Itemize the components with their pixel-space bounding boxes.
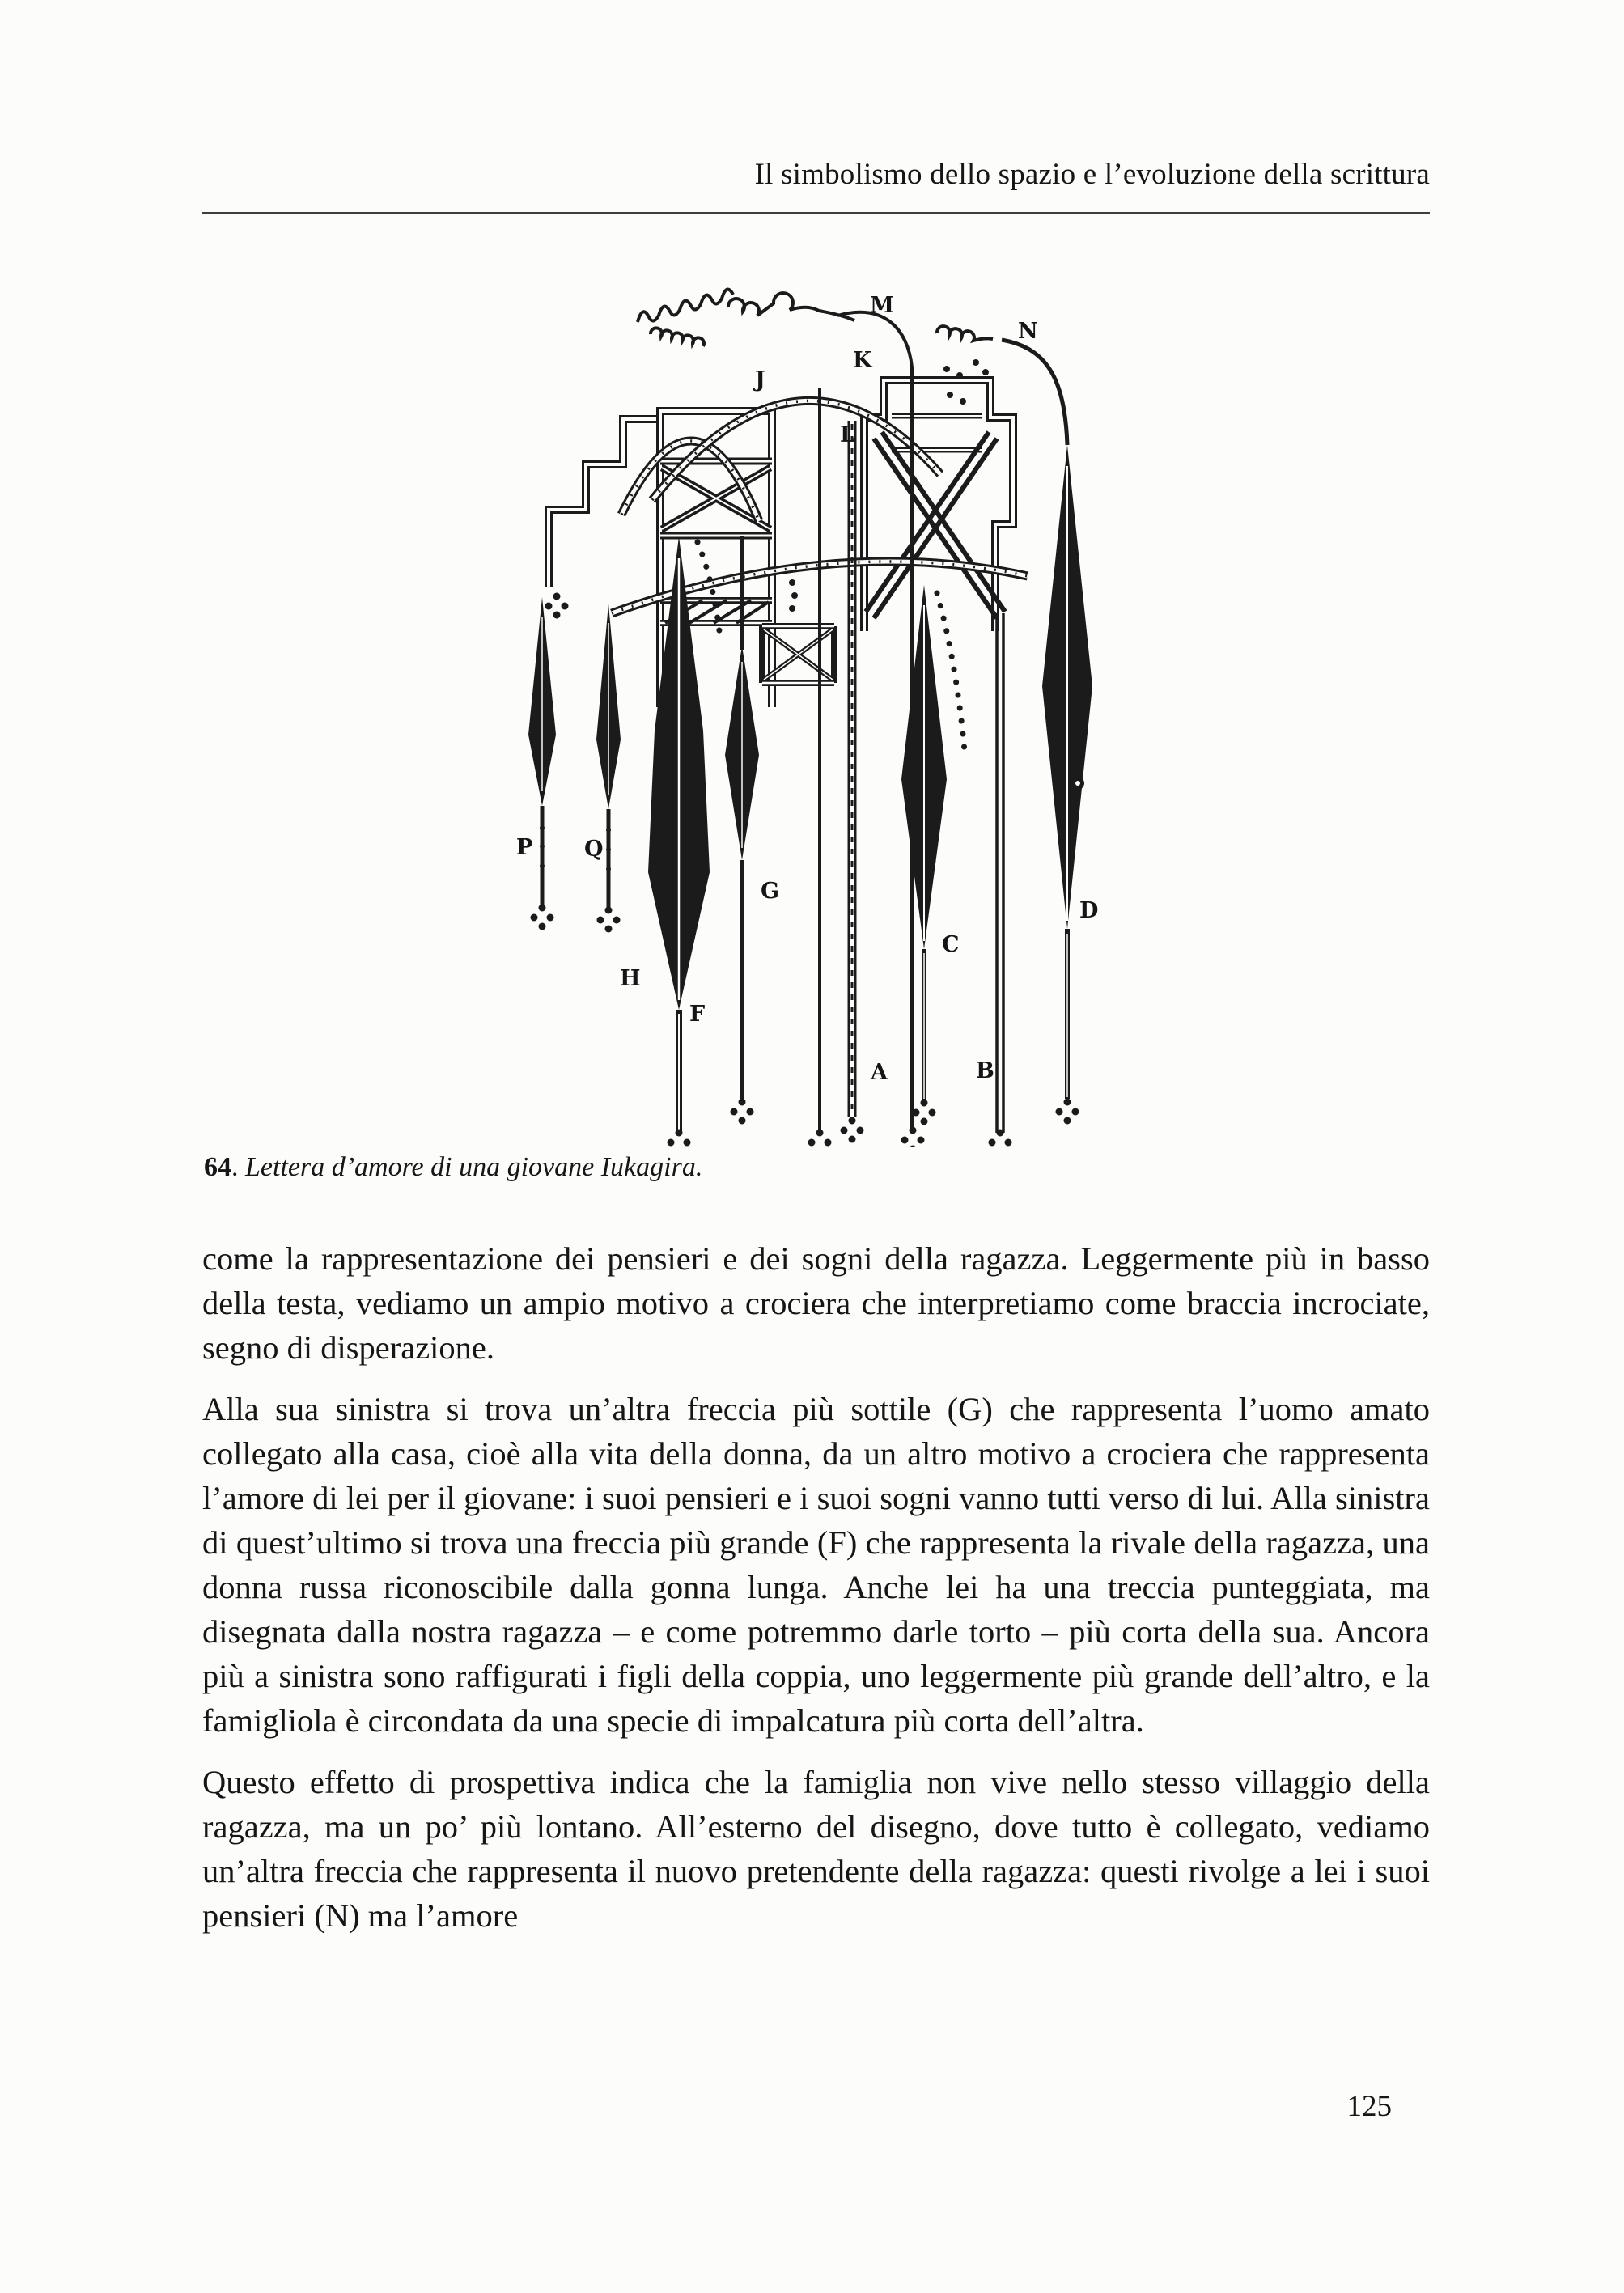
figure-label-D: D — [1079, 898, 1099, 923]
curly-scribble-N — [937, 326, 993, 341]
paragraph-3: Questo effetto di prospettiva indica che la famiglia non vive nello stesso villaggio della ragazza, ma un po’ più lontano. All’esterno del disegno, dove tutto è collegato, vediamo un’altra freccia che rappresenta il nuovo pretendente della ragazza: questi rivolge a lei i suoi pensieri (N) ma l’amore — [202, 1764, 1430, 1934]
figure-label-G: G — [761, 879, 780, 904]
figure-label-Q: Q — [584, 837, 604, 862]
dotted-braid-rival — [937, 593, 965, 751]
dotted-pole-A — [849, 421, 855, 1117]
figure-label-J: J — [755, 367, 765, 392]
figure-label-L: L — [840, 422, 855, 447]
figure-love-letter-drawing — [380, 257, 1226, 1147]
caption-text: Lettera d’amore di una giovane Iukagira. — [245, 1152, 703, 1182]
figure-label-A: A — [871, 1060, 888, 1085]
caption-separator: . — [231, 1152, 245, 1182]
arrow-D-large — [1042, 445, 1092, 1099]
figure-label-H: H — [620, 966, 641, 991]
double-pole-B — [997, 613, 1003, 1133]
paragraph-1: come la rappresentazione dei pensieri e dei sogni della ragazza. Leggermente più in basso della testa, vediamo un ampio motivo a crociera che interpretiamo come braccia incrociate, segno di disperazione. — [202, 1240, 1430, 1366]
paragraph-2: Alla sua sinistra si trova un’altra freccia più sottile (G) che rappresenta l’uomo amato collegato alla casa, cioè alla vita della donna, da un altro motivo a crociera che rappresenta l’amore di lei per il giovane: i suoi pensieri e i suoi sogni vanno tutti verso di lui. Alla sinistra di quest’ultimo si trova una freccia più grande (F) che rappresenta la rivale della ragazza, una donna russa riconoscibile dalla gonna lunga. Anche lei ha una treccia punteggiata, ma disegnata dalla nostra ragazza – e come potremmo darle torto – più corta della sua. Ancora più a sinistra sono raffigurati i figli della coppia, uno leggermente più grande dell’altro, e la famigliola è circondata da una specie di impalcatura più corta dell’altra. — [202, 1391, 1430, 1739]
page-number: 125 — [1346, 2090, 1392, 2123]
figure-label-C: C — [942, 932, 960, 957]
figure-label-F: F — [689, 1002, 706, 1027]
curly-scribble-M — [638, 290, 854, 346]
caption-number: 64 — [204, 1152, 231, 1182]
header-rule — [202, 212, 1430, 214]
figure-label-P: P — [516, 835, 533, 860]
figure-label-K: K — [853, 348, 872, 373]
figure-label-N: N — [1018, 319, 1038, 344]
arrow-Q — [596, 604, 621, 909]
love-letter-illustration — [380, 257, 1226, 1147]
figure-label-M: M — [870, 293, 894, 318]
running-head: Il simbolismo dello spazio e l’evoluzione della scrittura — [754, 158, 1430, 191]
figure-label-B: B — [976, 1058, 994, 1083]
figure-caption — [204, 1152, 1431, 1183]
arrow-C — [901, 585, 947, 1100]
body-text — [202, 1236, 1430, 1955]
left-scaffold-outline — [549, 419, 660, 587]
